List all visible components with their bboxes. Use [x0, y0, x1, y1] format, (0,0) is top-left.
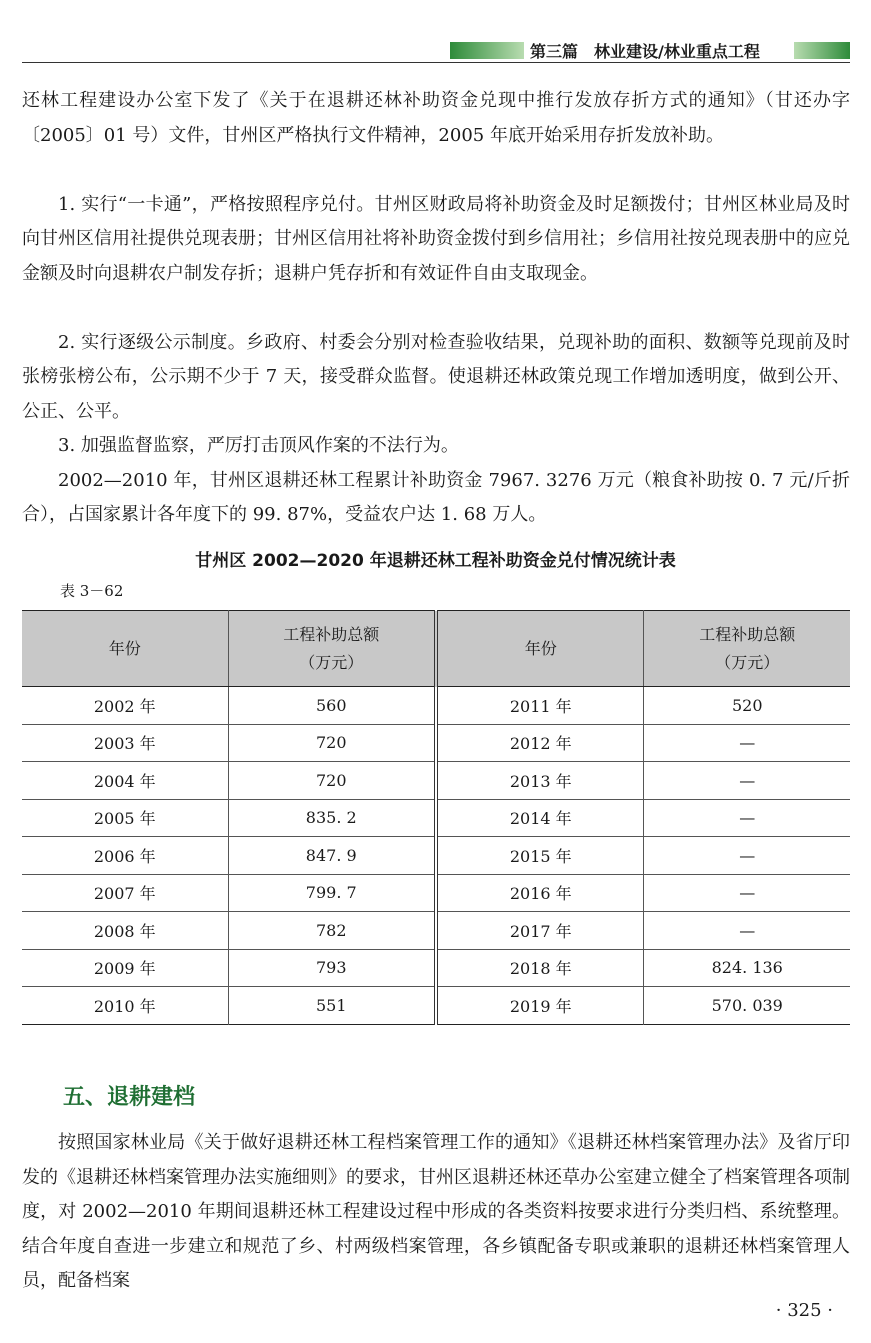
section-heading: 五、退耕建档	[63, 1085, 196, 1110]
table-header-row	[22, 611, 850, 687]
cell-amount: 793	[228, 949, 436, 987]
header-year-right: 年份	[436, 611, 644, 687]
cell-year: 2005 年	[22, 799, 228, 837]
cell-amount: —	[644, 912, 850, 950]
table-title: 甘州区 2002—2020 年退耕还林工程补助资金兑付情况统计表	[195, 551, 676, 571]
cell-year: 2016 年	[436, 874, 644, 912]
cell-amount: —	[644, 837, 850, 875]
cell-year: 2007 年	[22, 874, 228, 912]
paragraph-section-body: 按照国家林业局《关于做好退耕还林工程档案管理工作的通知》《退耕还林档案管理办法》及省厅印发的《退耕还林档案管理办法实施细则》的要求，甘州区退耕还林还草办公室建立健全了档案管理各项制度，对 2002—2010 年期间退耕还林工程建设过程中形成的各类资料按要求进行分类归档、系统整理。结合年度自查进一步建立和规范了乡、村两级档案管理，各乡镇配备专职或兼职的退耕还林档案管理人员，配备档案	[22, 1132, 850, 1291]
cell-amount: —	[644, 799, 850, 837]
header-amount-right-line1: 工程补助总额	[699, 624, 796, 644]
running-header	[22, 38, 850, 64]
header-decor-bar-left	[450, 42, 524, 59]
table-number: 表 3－62	[60, 582, 124, 600]
cell-year: 2006 年	[22, 837, 228, 875]
cell-year: 2014 年	[436, 799, 644, 837]
cell-amount: 835. 2	[228, 799, 436, 837]
cell-amount: 824. 136	[644, 949, 850, 987]
cell-year: 2012 年	[436, 724, 644, 762]
table-row	[22, 762, 850, 800]
table-row	[22, 949, 850, 987]
cell-year: 2008 年	[22, 912, 228, 950]
header-amount-left	[228, 611, 436, 687]
cell-year: 2009 年	[22, 949, 228, 987]
cell-year: 2003 年	[22, 724, 228, 762]
paragraph-intro: 还林工程建设办公室下发了《关于在退耕还林补助资金兑现中推行发放存折方式的通知》（甘还办字〔2005〕01 号）文件，甘州区严格执行文件精神，2005 年底开始采用存折发放补助。	[22, 90, 850, 146]
cell-amount: —	[644, 874, 850, 912]
table-row	[22, 687, 850, 725]
header-year-left: 年份	[22, 611, 228, 687]
subsidy-statistics-table	[22, 610, 850, 1025]
cell-amount: 520	[644, 687, 850, 725]
cell-year: 2015 年	[436, 837, 644, 875]
table-row	[22, 837, 850, 875]
header-amount-right-line2: （万元）	[715, 652, 780, 672]
header-rule	[22, 62, 850, 63]
cell-amount: —	[644, 762, 850, 800]
cell-year: 2017 年	[436, 912, 644, 950]
cell-amount: 720	[228, 724, 436, 762]
header-decor-bar-right	[794, 42, 850, 59]
cell-amount: 570. 039	[711, 995, 783, 1015]
cell-year: 2004 年	[22, 762, 228, 800]
cell-year: 2018 年	[436, 949, 644, 987]
cell-amount: 560	[228, 687, 436, 725]
header-title: 第三篇 林业建设/林业重点工程	[530, 42, 760, 61]
table-row	[22, 874, 850, 912]
paragraph-item-1: 1. 实行“一卡通”，严格按照程序兑付。甘州区财政局将补助资金及时足额拨付；甘州区林业局及时向甘州区信用社提供兑现表册；甘州区信用社将补助资金拨付到乡信用社；乡信用社按兑现表册中的应兑金额及时向退耕农户制发存折；退耕户凭存折和有效证件自由支取现金。	[22, 193, 850, 284]
paragraph-item-2: 2. 实行逐级公示制度。乡政府、村委会分别对检查验收结果，兑现补助的面积、数额等兑现前及时张榜张榜公布，公示期不少于 7 天，接受群众监督。使退耕还林政策兑现工作增加透明度，做到公开、公正、公平。	[22, 331, 850, 422]
cell-amount: 782	[228, 912, 436, 950]
paragraph-item-3: 3. 加强监督监察，严厉打击顶风作案的不法行为。	[58, 435, 459, 456]
cell-amount: 551	[228, 987, 436, 1025]
table-row	[22, 987, 850, 1025]
cell-year: 2019 年	[436, 987, 644, 1025]
cell-amount: 847. 9	[228, 837, 436, 875]
header-amount-right	[644, 611, 850, 687]
cell-year: 2011 年	[436, 687, 644, 725]
cell-year: 2010 年	[22, 987, 228, 1025]
paragraph-summary: 2002—2010 年，甘州区退耕还林工程累计补助资金 7967. 3276 万元（粮食补助按 0. 7 元/斤折合），占国家累计各年度下的 99. 87%，受益农户达 1. 68 万人。	[22, 469, 850, 525]
header-amount-left-line2: （万元）	[299, 652, 364, 672]
cell-amount: 799. 7	[228, 874, 436, 912]
header-amount-left-line1: 工程补助总额	[283, 624, 380, 644]
page-number: · 325 ·	[775, 1300, 833, 1321]
cell-year: 2002 年	[22, 687, 228, 725]
table-row	[22, 724, 850, 762]
cell-year: 2013 年	[436, 762, 644, 800]
table-row	[22, 799, 850, 837]
table-row	[22, 912, 850, 950]
cell-amount: —	[644, 724, 850, 762]
cell-amount: 720	[228, 762, 436, 800]
